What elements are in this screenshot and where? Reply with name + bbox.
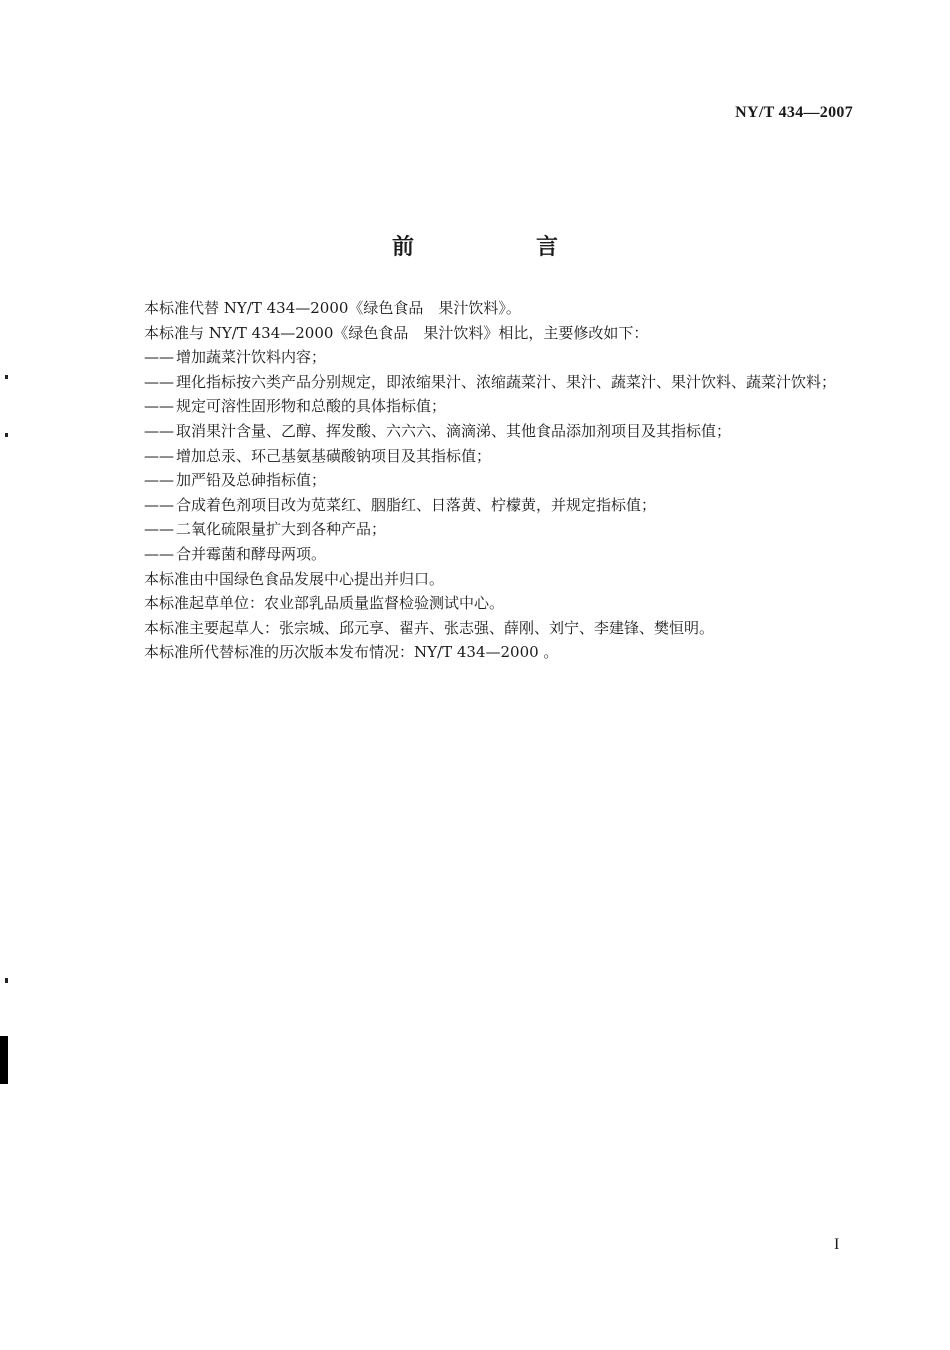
list-item	[144, 468, 856, 493]
document-code: NY/T 434—2007	[735, 104, 853, 121]
list-item	[144, 394, 856, 419]
foreword-body	[144, 296, 856, 665]
dash-marker: ——	[144, 520, 174, 539]
dash-marker: ——	[144, 348, 174, 367]
paragraph: 本标准代替 NY/T 434—2000《绿色食品 果汁饮料》。	[144, 299, 521, 317]
list-item	[144, 370, 856, 395]
page-title: 前 言	[391, 235, 608, 260]
paragraph: 本标准起草单位：农业部乳品质量监督检验测试中心。	[144, 594, 505, 613]
scan-dot	[5, 978, 8, 983]
list-item	[144, 345, 856, 370]
paragraph: 本标准主要起草人：张宗城、邱元享、翟卉、张志强、薛刚、刘宁、李建锋、樊恒明。	[144, 618, 715, 637]
paragraph: 本标准所代替标准的历次版本发布情况：NY/T 434—2000 。	[144, 643, 559, 662]
list-item	[144, 542, 856, 567]
dash-marker: ——	[144, 544, 174, 563]
dash-marker: ——	[144, 372, 174, 391]
list-item-text: 二氧化硫限量扩大到各种产品；	[176, 520, 387, 539]
list-item	[144, 419, 856, 444]
paragraph: 本标准与 NY/T 434—2000《绿色食品 果汁饮料》相比，主要修改如下：	[144, 323, 649, 342]
dash-marker: ——	[144, 495, 174, 514]
change-list	[144, 345, 856, 566]
scan-dot	[5, 375, 8, 379]
binding-edge-mark	[0, 1036, 8, 1084]
page-number: I	[834, 1236, 840, 1253]
list-item-text: 合并霉菌和酵母两项。	[176, 544, 327, 563]
list-item-text: 理化指标按六类产品分别规定，即浓缩果汁、浓缩蔬菜汁、果汁、蔬菜汁、果汁饮料、蔬菜汁饮料；	[176, 372, 837, 391]
scan-dot	[5, 433, 8, 437]
list-item-text: 加严铅及总砷指标值；	[176, 471, 327, 490]
list-item	[144, 493, 856, 518]
dash-marker: ——	[144, 397, 174, 416]
list-item-text: 取消果汁含量、乙醇、挥发酸、六六六、滴滴涕、其他食品添加剂项目及其指标值；	[176, 421, 732, 440]
list-item-text: 增加总汞、环己基氨基磺酸钠项目及其指标值；	[176, 446, 492, 465]
dash-marker: ——	[144, 446, 174, 465]
dash-marker: ——	[144, 421, 174, 440]
list-item-text: 合成着色剂项目改为苋菜红、胭脂红、日落黄、柠檬黄，并规定指标值；	[176, 495, 657, 514]
list-item-text: 规定可溶性固形物和总酸的具体指标值；	[176, 397, 447, 416]
paragraph: 本标准由中国绿色食品发展中心提出并归口。	[144, 569, 445, 588]
dash-marker: ——	[144, 471, 174, 490]
list-item	[144, 517, 856, 542]
list-item-text: 增加蔬菜汁饮料内容；	[176, 348, 327, 367]
list-item	[144, 444, 856, 469]
